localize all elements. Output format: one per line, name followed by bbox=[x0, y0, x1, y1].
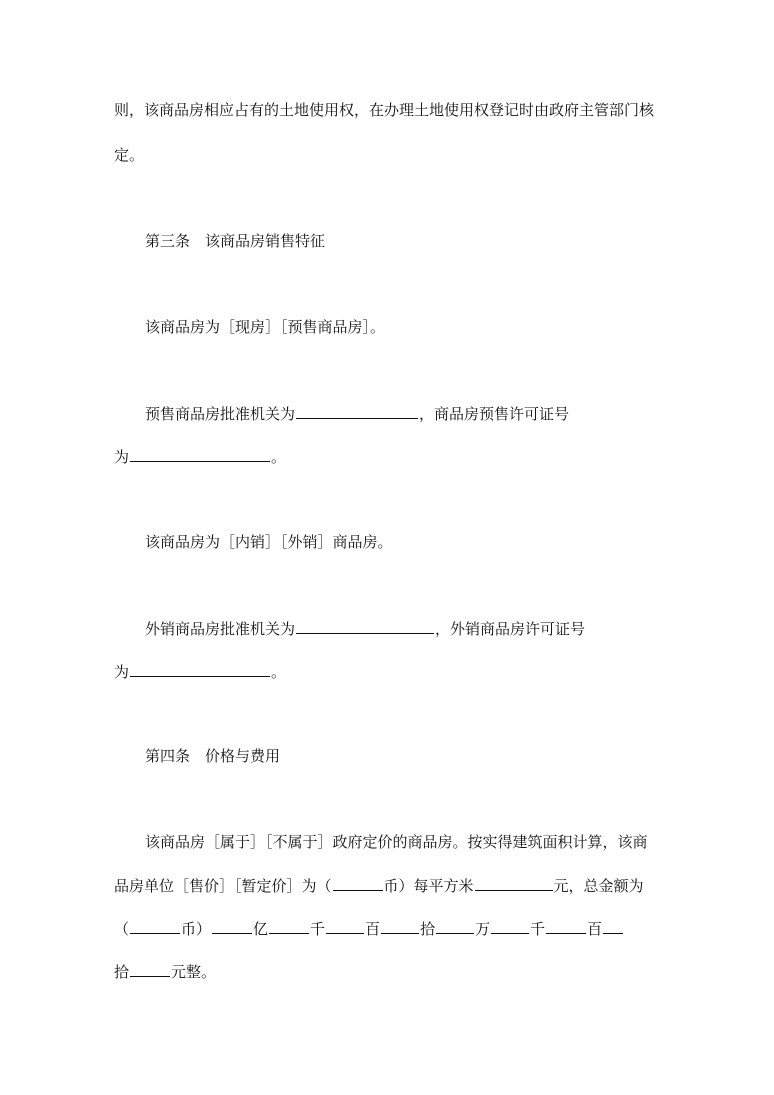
amount-qian-2-blank[interactable] bbox=[491, 918, 529, 934]
paragraph-6-text-1: 该商品房［属于］［不属于］政府定价的商品房。按实得建筑面积计算，该商 bbox=[145, 833, 648, 851]
total-currency-close: 币） bbox=[181, 920, 212, 938]
presale-permit-suffix: 。 bbox=[271, 448, 287, 466]
article-4-heading bbox=[145, 746, 280, 766]
per-sqm-label: 币）每平方米 bbox=[383, 877, 474, 895]
unit-shi-1-label: 拾 bbox=[420, 920, 436, 938]
total-currency-blank[interactable] bbox=[130, 918, 180, 934]
unit-shi-2-label: 拾 bbox=[114, 963, 130, 981]
export-permit-label: ，外销商品房许可证号 bbox=[435, 620, 586, 638]
yuan-zheng-label: 元整。 bbox=[171, 963, 217, 981]
amount-yuan-blank[interactable] bbox=[130, 961, 170, 977]
amount-yi-blank[interactable] bbox=[212, 918, 252, 934]
unit-bai-1-label: 百 bbox=[365, 920, 381, 938]
paragraph-2 bbox=[145, 317, 385, 337]
unit-wan-label: 万 bbox=[475, 920, 491, 938]
paragraph-1-text-2: 定。 bbox=[114, 146, 145, 164]
paragraph-6-line-2 bbox=[114, 875, 644, 896]
paragraph-5-line-1 bbox=[145, 618, 585, 639]
export-authority-blank[interactable] bbox=[296, 618, 434, 634]
unit-bai-2-label: 百 bbox=[587, 920, 603, 938]
export-authority-label: 外销商品房批准机关为 bbox=[145, 620, 296, 638]
export-permit-suffix: 。 bbox=[271, 663, 287, 681]
unit-yi-label: 亿 bbox=[253, 920, 269, 938]
article-4-heading-text: 第四条 价格与费用 bbox=[145, 747, 281, 765]
paragraph-1-line-1 bbox=[114, 100, 654, 120]
amount-wan-blank[interactable] bbox=[436, 918, 474, 934]
amount-shi-2-blank[interactable] bbox=[603, 918, 623, 934]
total-amount-label: 元，总金额为 bbox=[553, 877, 644, 895]
export-permit-blank[interactable] bbox=[130, 661, 270, 677]
amount-bai-1-blank[interactable] bbox=[326, 918, 364, 934]
unit-price-label: 品房单位［售价］［暂定价］为（ bbox=[114, 877, 332, 895]
price-currency-blank[interactable] bbox=[333, 875, 383, 891]
unit-qian-1-label: 千 bbox=[310, 920, 326, 938]
amount-qian-1-blank[interactable] bbox=[269, 918, 309, 934]
paragraph-2-text: 该商品房为［现房］［预售商品房］。 bbox=[145, 318, 386, 336]
article-3-heading bbox=[145, 231, 325, 251]
paragraph-3-line-2 bbox=[114, 446, 286, 467]
paragraph-6-line-3 bbox=[114, 918, 624, 939]
paragraph-4-text: 该商品房为［内销］［外销］商品房。 bbox=[145, 533, 393, 551]
presale-authority-label: 预售商品房批准机关为 bbox=[145, 405, 296, 423]
paragraph-6-line-1 bbox=[145, 832, 648, 852]
paragraph-1-line-2 bbox=[114, 145, 144, 165]
amount-shi-1-blank[interactable] bbox=[381, 918, 419, 934]
price-per-sqm-blank[interactable] bbox=[475, 875, 553, 891]
paragraph-4 bbox=[145, 532, 393, 552]
unit-qian-2-label: 千 bbox=[530, 920, 546, 938]
total-currency-open: （ bbox=[114, 920, 130, 938]
paragraph-3-line-1 bbox=[145, 403, 569, 424]
paragraph-6-line-4 bbox=[114, 961, 216, 982]
presale-authority-blank[interactable] bbox=[296, 403, 418, 419]
paragraph-5-line-2 bbox=[114, 661, 286, 682]
presale-permit-blank[interactable] bbox=[130, 446, 270, 462]
paragraph-1-text-1: 则，该商品房相应占有的土地使用权，在办理土地使用权登记时由政府主管部门核 bbox=[114, 101, 655, 119]
amount-bai-2-blank[interactable] bbox=[546, 918, 586, 934]
article-3-heading-text: 第三条 该商品房销售特征 bbox=[145, 232, 326, 250]
presale-permit-prefix: 为 bbox=[114, 448, 130, 466]
export-permit-prefix: 为 bbox=[114, 663, 130, 681]
presale-permit-label: ，商品房预售许可证号 bbox=[419, 405, 570, 423]
